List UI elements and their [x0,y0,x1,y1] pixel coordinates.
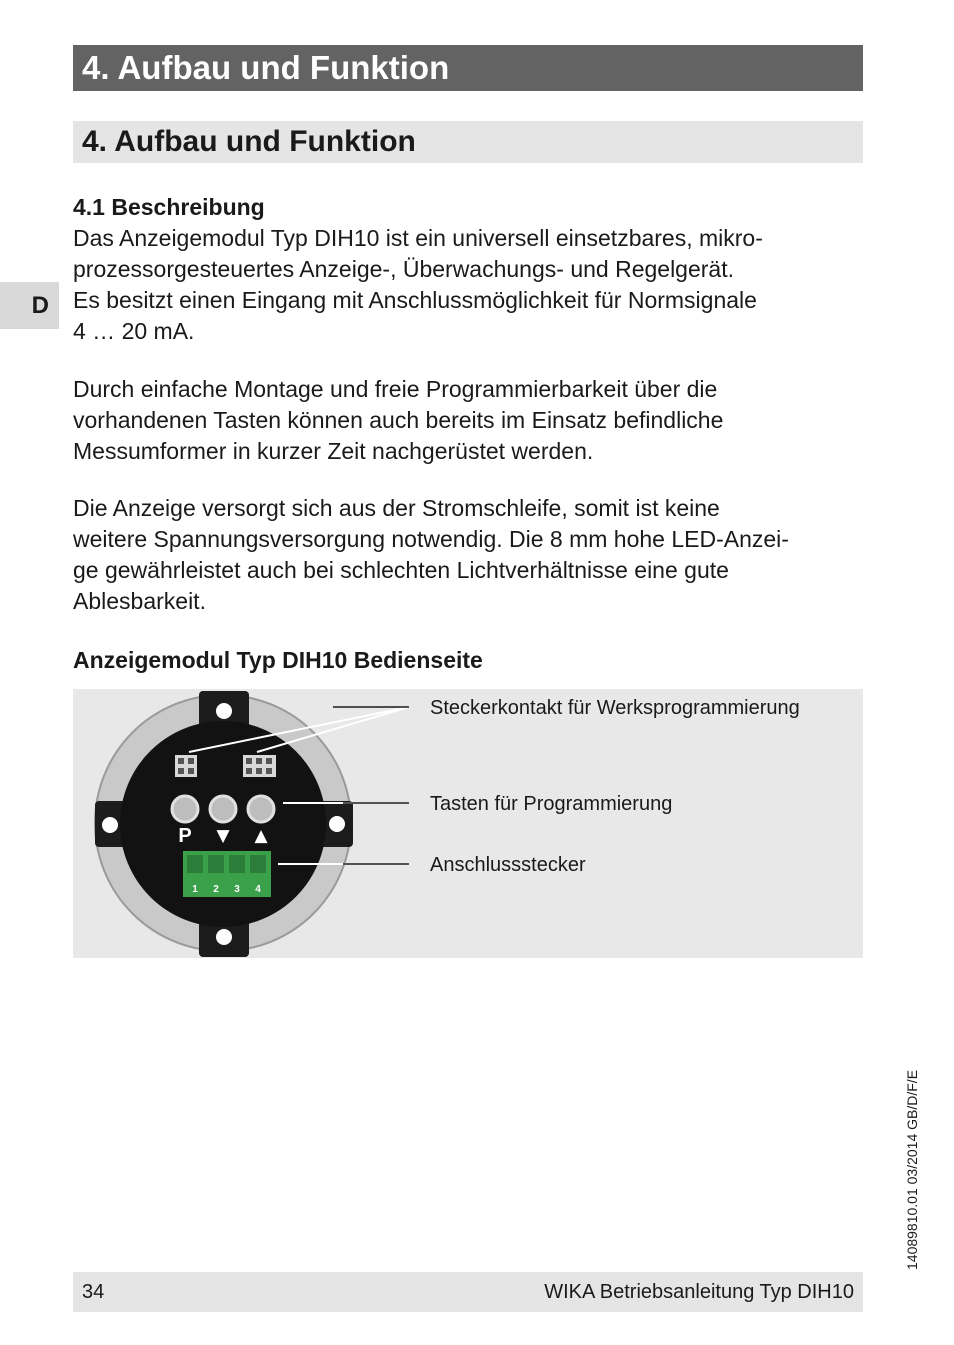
paragraph-line: Messumformer in kurzer Zeit nachgerüstet werden. [73,438,594,464]
down-button [210,796,236,822]
mounting-hole-top [216,703,232,719]
terminal-label-2: 2 [213,884,219,895]
paragraph-line: Es besitzt einen Eingang mit Anschlussmöglichkeit für Normsignale [73,287,757,313]
language-tab [0,282,59,329]
paragraph-line: weitere Spannungsversorgung notwendig. Die 8 mm hohe LED-Anzei- [73,526,789,552]
page-footer [73,1272,863,1312]
figure-title: Anzeigemodul Typ DIH10 Bedienseite [73,647,483,673]
device-figure [73,689,863,958]
paragraph-line: 4 … 20 mA. [73,318,195,344]
up-button [248,796,274,822]
chapter-header [73,45,863,91]
paragraph-line: vorhandenen Tasten können auch bereits im Einsatz befindliche [73,407,724,433]
terminal-label-3: 3 [234,884,240,895]
paragraph-line: Das Anzeigemodul Typ DIH10 ist ein universell einsetzbares, mikro- [73,225,763,251]
button-label-up: ▲ [254,826,268,846]
description-paragraph-2 [73,374,863,467]
footer-doc-title: WIKA Betriebsanleitung Typ DIH10 [544,1281,854,1303]
mounting-hole-right [329,816,345,832]
description-paragraph-1 [73,192,863,347]
section-header [73,121,863,163]
document-code: 14089810.01 03/2014 GB/D/F/E [904,1069,920,1270]
button-label-p: P [178,825,192,847]
button-label-down: ▼ [216,826,230,846]
subsection-heading: 4.1 Beschreibung [73,194,265,220]
paragraph-line: prozessorgesteuertes Anzeige-, Überwachungs- und Regelgerät. [73,256,734,282]
section-title: 4. Aufbau und Funktion [82,125,416,158]
program-button [172,796,198,822]
mounting-hole-left [102,817,118,833]
paragraph-line: ge gewährleistet auch bei schlechten Lichtverhältnisse eine gute [73,557,729,583]
callout-programming-buttons: Tasten für Programmierung [430,793,673,815]
mounting-hole-bottom [216,929,232,945]
language-tab-label: D [31,292,49,319]
chapter-title: 4. Aufbau und Funktion [82,49,450,86]
page-number: 34 [82,1281,105,1303]
paragraph-line: Die Anzeige versorgt sich aus der Stromschleife, somit ist keine [73,495,720,521]
description-paragraph-3 [73,493,863,617]
device-illustration [73,689,863,958]
paragraph-line: Durch einfache Montage und freie Programmierbarkeit über die [73,376,718,402]
terminal-label-4: 4 [255,884,261,895]
paragraph-line: Ablesbarkeit. [73,588,206,614]
terminal-label-1: 1 [192,884,198,895]
callout-programming-contact: Steckerkontakt für Werksprogrammierung [430,697,800,719]
callout-connector: Anschlussstecker [430,854,586,876]
